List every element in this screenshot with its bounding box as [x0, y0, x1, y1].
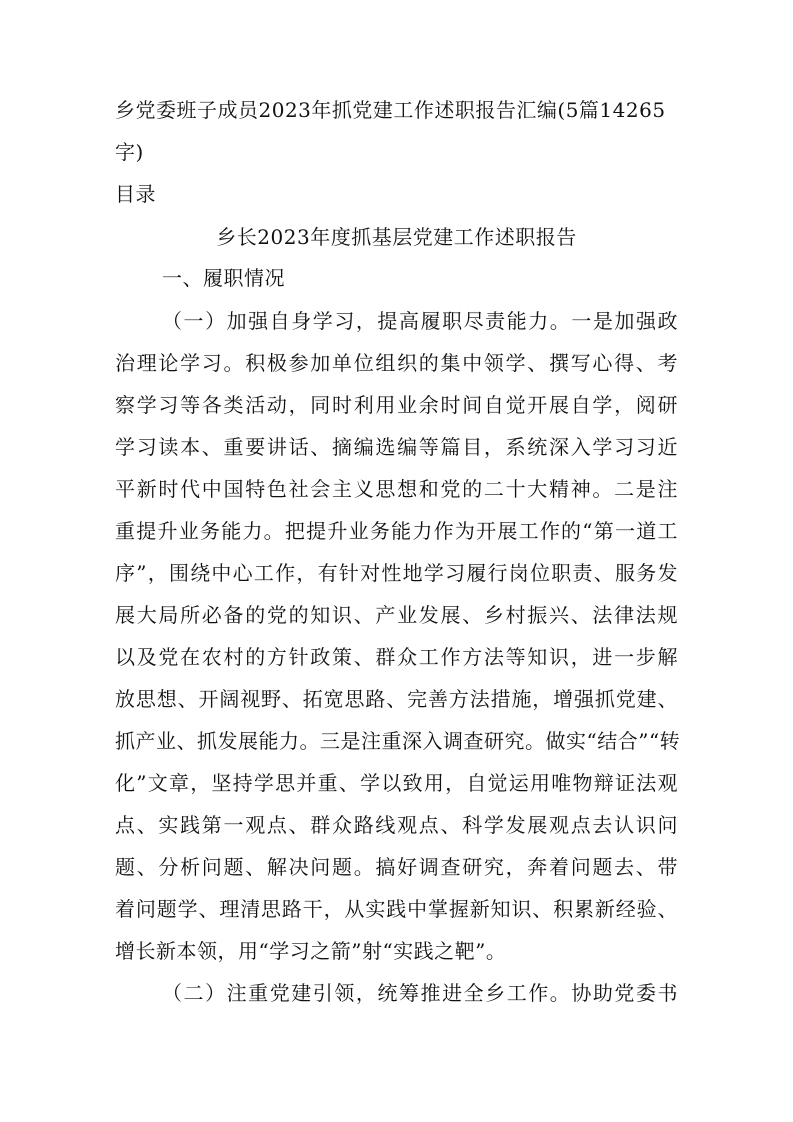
paragraph-line: 增长新本领，用“学习之箭”射“实践之靶”。: [115, 939, 507, 963]
toc-label: 目录: [115, 182, 156, 206]
paragraph-line: 展大局所必备的党的知识、产业发展、乡村振兴、法律法规: [115, 603, 678, 627]
paragraph-line: 以及党在农村的方针政策、群众工作方法等知识，进一步解: [115, 645, 678, 669]
section-heading: 一、履职情况: [162, 266, 285, 290]
paragraph-line: 重提升业务能力。把提升业务能力作为开展工作的“第一道工: [115, 519, 678, 543]
paragraph-line: 化”文章，坚持学思并重、学以致用，自觉运用唯物辩证法观: [115, 771, 678, 795]
paragraph-line: 题、分析问题、解决问题。搞好调查研究，奔着问题去、带: [115, 855, 678, 879]
document-title-line-1: 乡党委班子成员2023年抓党建工作述职报告汇编(5篇14265: [115, 98, 666, 122]
paragraph-line: 治理论学习。积极参加单位组织的集中领学、撰写心得、考: [115, 351, 678, 375]
report-title: 乡长2023年度抓基层党建工作述职报告: [216, 225, 577, 249]
paragraph-line: 学习读本、重要讲话、摘编选编等篇目，系统深入学习习近: [115, 435, 678, 459]
paragraph-line: 平新时代中国特色社会主义思想和党的二十大精神。二是注: [115, 477, 678, 501]
paragraph-line: （一）加强自身学习，提高履职尽责能力。一是加强政: [162, 309, 678, 333]
paragraph-line: 着问题学、理清思路干，从实践中掌握新知识、积累新经验、: [115, 897, 678, 921]
paragraph-line: （二）注重党建引领，统筹推进全乡工作。协助党委书: [162, 981, 678, 1005]
document-title-line-2: 字): [115, 140, 144, 164]
paragraph-line: 抓产业、抓发展能力。三是注重深入调查研究。做实“结合”“转: [115, 729, 681, 753]
paragraph-line: 放思想、开阔视野、拓宽思路、完善方法措施，增强抓党建、: [115, 687, 678, 711]
paragraph-line: 序”，围绕中心工作，有针对性地学习履行岗位职责、服务发: [115, 561, 678, 585]
paragraph-line: 点、实践第一观点、群众路线观点、科学发展观点去认识问: [115, 813, 678, 837]
paragraph-line: 察学习等各类活动，同时利用业余时间自觉开展自学，阅研: [115, 393, 678, 417]
